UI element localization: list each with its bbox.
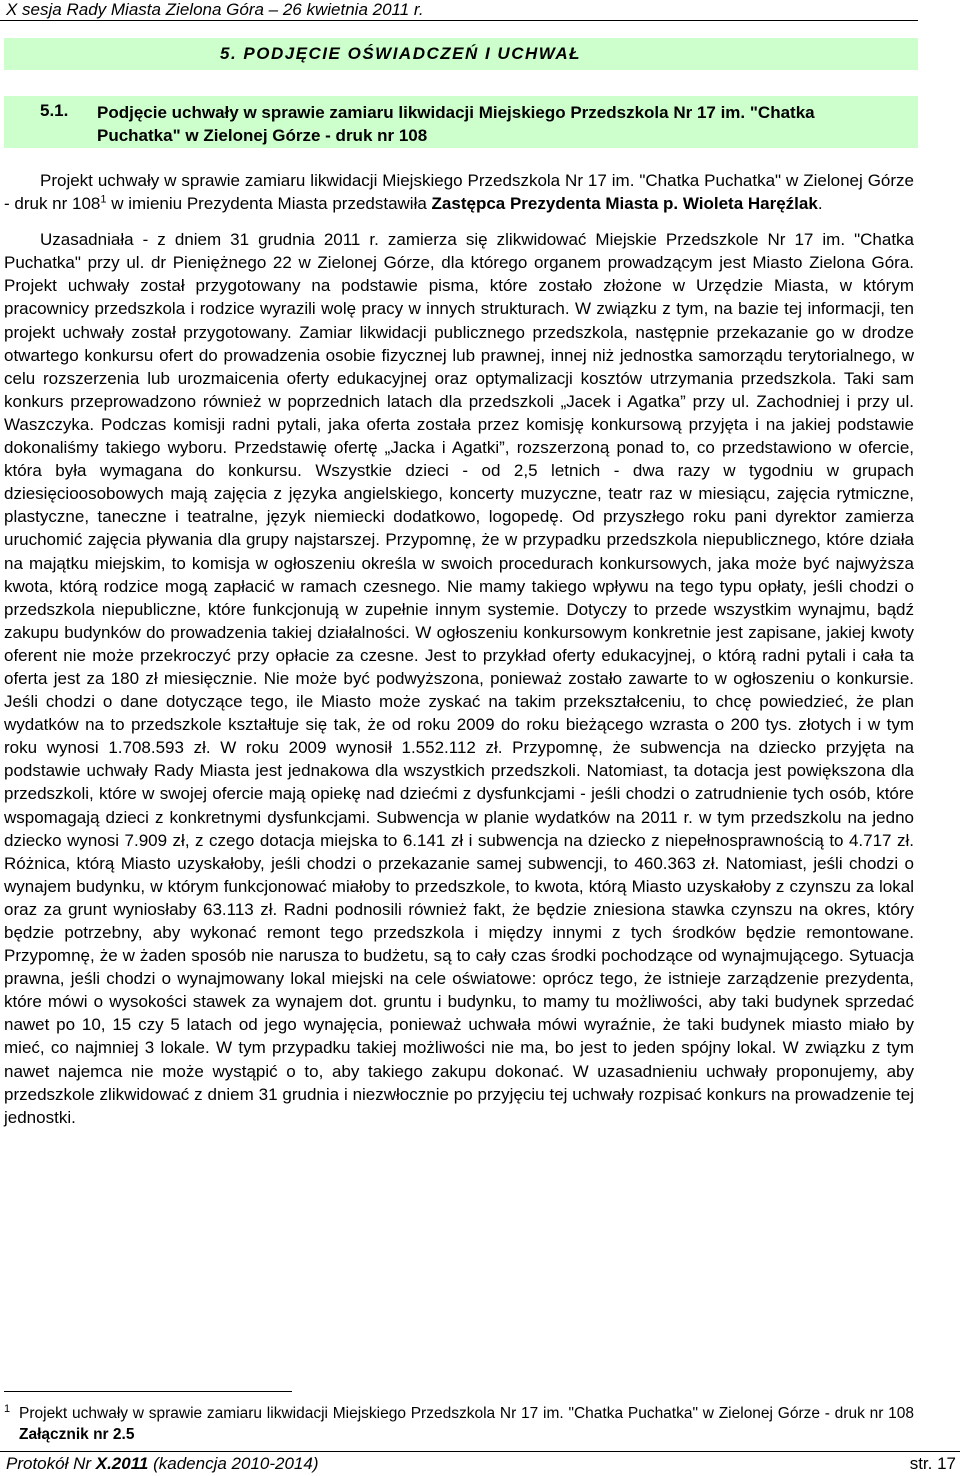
- section-title: 5. PODJĘCIE OŚWIADCZEŃ I UCHWAŁ: [220, 44, 582, 63]
- footer-divider: [0, 1451, 960, 1452]
- section-heading: [4, 38, 918, 70]
- footer-suffix: (kadencja 2010-2014): [148, 1454, 319, 1473]
- header-title: X sesja Rady Miasta Zielona Góra – 26 kwietnia 2011 r.: [6, 0, 424, 19]
- footer-protocol-number: X.2011: [95, 1454, 149, 1473]
- subsection-heading: [4, 96, 918, 148]
- footnote-text: [19, 1403, 914, 1445]
- intro-start: Projekt uchwały w sprawie zamiaru likwidacji Miejskiego Przedszkola Nr 17 im. "Chatka Puchatka" w Zielonej Górze - druk nr 108: [4, 171, 914, 214]
- page-number: str. 17: [909, 1454, 956, 1473]
- speaker-name: Zastępca Prezydenta Miasta p. Wioleta Haręźlak: [431, 194, 818, 214]
- footnote-reference[interactable]: 1: [100, 193, 107, 206]
- intro-mid: w imieniu Prezydenta Miasta przedstawiła: [106, 194, 432, 214]
- intro-end: .: [817, 194, 823, 214]
- page-header: [0, 0, 960, 20]
- attachment-label: Załącznik nr 2.5: [19, 1426, 135, 1443]
- paragraph-intro: [4, 169, 914, 215]
- body-text: [4, 169, 914, 1129]
- subsection-number: 5.1.: [40, 101, 69, 120]
- footnote-divider: [4, 1391, 292, 1392]
- footer-prefix: Protokół Nr: [6, 1454, 96, 1473]
- paragraph-justification: Uzasadniała - z dniem 31 grudnia 2011 r. zamierza się zlikwidować Miejskie Przedszkole Nr 17 im. "Chatka Puchatka" przy ul. dr Pieniężnego 22 w Zielonej Górze, dla którego organem prowadzącym jest Miasto Zielona Góra. Projekt uchwały został przygotowany na podstawie pisma, które zostało złożone w Urzędzie Miasta, w którym pracownicy przedszkola i rodzice wyrazili wolę pracy w innych strukturach. W związku z tym, na bazie tej informacji, ten projekt uchwały został przygotowany. Zamiar likwidacji publicznego przedszkola, następnie przekazanie go w drodze otwartego konkursu ofert do prowadzenia osobie fizycznej lub prawnej, innej niż jednostka samorządu terytorialnego, w celu rozszerzenia lub urozmaicenia oferty edukacyjnej oraz optymalizacji kosztów utrzymania przedszkola. Taki sam konkurs przeprowadzono również w poprzednich latach dla przedszkoli „Jacek i Agatka” przy ul. Zachodniej i przy ul. Waszczyka. Podczas komisji radni pytali, jaka oferta została przez komisję konkursową przyjęta i na jakiej podstawie dokonaliśmy takiego wyboru. Przedstawię ofertę „Jacka i Agatki”, rozszerzoną ponad to, co przedstawiono w ofercie, która była wymagana do konkursu. Wszystkie dzieci - od 2,5 letnich - dwa razy w tygodniu w grupach dziesięcioosobowych mają zajęcia z języka angielskiego, koncerty muzyczne, teatr raz w miesiącu, zajęcia rytmiczne, plastyczne, taneczne i teatralne, język niemiecki dodatkowo, logopedę. Od przyszłego roku pani dyrektor zamierza uruchomić zajęcia pływania dla grupy najstarszej. Przypomnę, że w przypadku przedszkola niepublicznego, które działa na majątku miejskim, to komisja w ogłoszeniu określa w swoich procedurach konkursowych, jaka może być najwyższa kwota, którą rodzice mogą zapłacić w ramach czesnego. Nie mamy takiego wpływu na tego typu opłaty, jeśli chodzi o przedszkola niepubliczne, które funkcjonują w zupełnie innym systemie. Dotyczy to przede wszystkim wynajmu, bądź zakupu budynków do prowadzenia takiej działalności. W ogłoszeniu konkursowym konkretnie jest zapisane, jakiej kwoty oferent nie może przekroczyć przy opłacie za czesne. Jest to przykład oferty edukacyjnej, o którą radni pytali i cała ta oferta jest za 180 zł miesięcznie. Nie może być podwyższona, ponieważ zostało zawarte to w ogłoszeniu o konkursie. Jeśli chodzi o dane dotyczące tego, ile Miasto może zyskać na takim przekształceniu, to chcę powiedzieć, że plan wydatków na to przedszkole kształtuje się tak, że od roku 2009 do roku bieżącego wzrasta o 200 tys. złotych i w tym roku wynosi 1.708.593 zł. W roku 2009 wynosił 1.552.112 zł. Przypomnę, że subwencja na dziecko przyjęta na podstawie uchwały Rady Miasta jest jednakowa dla wszystkich przedszkoli. Natomiast, ta dotacja jest powiększona dla przedszkoli, które w swojej ofercie mają opiekę nad dziećmi z dysfunkcjami - jeśli chodzi o zatrudnienie tych osób, które wspomagają dzieci z konkretnymi dysfunkcjami. Subwencja w planie wydatków na 2011 r. w tym przedszkolu na jedno dziecko wynosi 7.909 zł, z czego dotacja miejska to 6.141 zł i subwencja na dziecko z niepełnosprawnością to 4.717 zł. Różnica, którą Miasto uzyskałoby, jeśli chodzi o przekazanie samej subwencji, to 460.363 zł. Natomiast, jeśli chodzi o wynajem budynku, w którym funkcjonować miałoby to przedszkole, to kwota, którą Miasto uzyskałoby z czynszu za lokal oraz za grunt wyniosłaby 63.113 zł. Radni podnosili również fakt, że będzie zniesiona stawka czynszu na okres, który będzie potrzebny, aby wykonać remont tego przedszkola i między innymi z tych środków będzie remontowane. Przypomnę, że w żaden sposób nie narusza to budżetu, są to cały czas środki pochodzące od wynajmującego. Sytuacja prawna, jeśli chodzi o wynajmowany lokal miejski na cele oświatowe: oprócz tego, że istnieje zarządzenie prezydenta, które mówi o wysokości stawek za wynajem dot. gruntu i budynku, to mamy tu możliwości, aby taki budynek sprzedać nawet po 10, 15 czy 5 latach od jego wynajęcia, ponieważ uchwała mówi wyraźnie, że taki budynek miasto miało by mieć, co najmniej 3 lokale. W tym przypadku takiej możliwości nie ma, bo jest to jeden spójny lokal. W związku z tym nawet najemca nie może wystąpić o to, aby takiego zakupu dokonać. W uzasadnieniu uchwały proponujemy, aby przedszkole zlikwidować z dniem 31 grudnia i niezwłocznie po przyjęciu tej uchwały rozpisać konkurs na prowadzenie tej jednostki.: [4, 230, 914, 1127]
- footer-protocol: [6, 1454, 319, 1474]
- header-divider: [0, 20, 918, 21]
- subsection-title: Podjęcie uchwały w sprawie zamiaru likwidacji Miejskiego Przedszkola Nr 17 im. "Chatka Puchatka" w Zielonej Górze - druk nr 108: [97, 103, 815, 145]
- footnote-body: Projekt uchwały w sprawie zamiaru likwidacji Miejskiego Przedszkola Nr 17 im. "Chatka Puchatka" w Zielonej Górze - druk nr 108: [19, 1405, 914, 1422]
- footnote-mark: 1: [4, 1403, 11, 1415]
- footnote: [4, 1403, 914, 1445]
